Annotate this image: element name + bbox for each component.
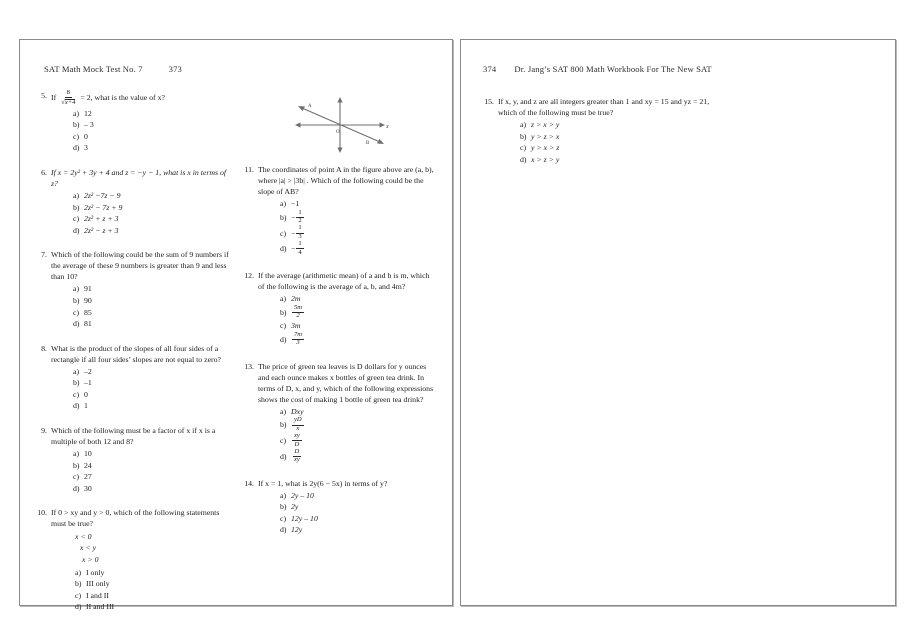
choice-letter: b) — [73, 202, 80, 212]
fraction-denominator: 2 — [298, 217, 302, 225]
choice-letter: d) — [280, 525, 287, 535]
choice-a[interactable] — [280, 490, 436, 501]
choice-value — [291, 449, 303, 464]
choice-value: 24 — [84, 460, 92, 470]
choice-value: II and III — [86, 602, 115, 612]
page-right-header-number: 374 — [483, 64, 497, 74]
statement-1: x < 0 — [75, 531, 92, 541]
choice-value: 3m — [291, 321, 301, 331]
choice-letter: c) — [520, 143, 527, 153]
choice-b[interactable] — [280, 210, 436, 225]
fraction-8-over-sqrt — [59, 90, 77, 107]
choice-letter: b) — [75, 579, 82, 589]
choice-b[interactable] — [280, 417, 436, 432]
figure-coordinate-plane — [243, 94, 436, 156]
choice-a[interactable] — [73, 448, 229, 459]
choice-value: I only — [86, 567, 105, 577]
question-15-number: 15. — [484, 97, 494, 106]
fraction-numerator: 5m — [292, 305, 304, 313]
page-right-content — [461, 74, 813, 165]
choice-letter: a) — [73, 366, 80, 376]
fraction-sign: − — [291, 212, 296, 222]
choice-letter: c) — [280, 513, 287, 523]
question-13-number: 13. — [244, 361, 254, 371]
fraction — [296, 210, 303, 225]
question-14 — [243, 478, 436, 536]
choice-value — [291, 241, 305, 256]
question-13-text: The price of green tea leaves is D dollars for y ounces and each ounce makes x bottles of green tea drink. In terms of D, x, and y, which of the following expressions shows the cost of making 1 bottle of green tea drink? — [258, 361, 434, 404]
question-10-choices — [51, 567, 229, 613]
choice-letter: a) — [75, 567, 82, 577]
question-7-choices — [51, 283, 229, 329]
choice-value: 0 — [84, 389, 88, 399]
choice-letter: b) — [73, 120, 80, 130]
page-right-header-title: Dr. Jang’s SAT 800 Math Workbook For The New SAT — [514, 64, 712, 74]
choice-value: 10 — [84, 449, 92, 459]
question-5-choices — [51, 108, 229, 154]
fraction-numerator: 1 — [296, 225, 303, 233]
choice-letter: b) — [280, 502, 287, 512]
statement-2: x < y — [80, 543, 97, 553]
choice-letter: c) — [73, 131, 80, 141]
choice-value: 2z² −7z − 9 — [84, 190, 121, 200]
choice-value: x > z > y — [531, 154, 560, 164]
fraction-denominator: D — [294, 440, 300, 448]
choice-a[interactable] — [280, 198, 436, 209]
question-14-choices — [258, 490, 436, 536]
choice-letter: b) — [73, 378, 80, 388]
fraction-denominator: 3 — [298, 233, 302, 241]
choice-letter: d) — [75, 602, 82, 612]
choice-letter: b) — [280, 212, 287, 222]
choice-d[interactable] — [73, 400, 229, 411]
question-15 — [483, 96, 713, 165]
choice-value: −1 — [291, 199, 300, 209]
choice-value: –1 — [84, 378, 92, 388]
fraction-numerator: 1 — [296, 241, 303, 249]
choice-letter: d) — [280, 244, 287, 254]
question-10 — [36, 507, 229, 612]
choice-letter: d) — [520, 154, 527, 164]
choice-value: 85 — [84, 307, 92, 317]
question-14-text: If x = 1, what is 2y(6 − 5x) in terms of y? — [258, 478, 388, 488]
choice-value: I and II — [86, 590, 109, 600]
question-8-text: What is the product of the slopes of all four sides of a rectangle if all four sides’ slopes are not equal to zero? — [51, 343, 222, 364]
choice-a[interactable] — [280, 406, 436, 417]
choice-letter: a) — [280, 199, 287, 209]
choice-value — [291, 433, 303, 448]
question-10-number: 10. — [37, 508, 47, 518]
question-7-text: Which of the following could be the sum of 9 numbers if the average of these 9 numbers is greater than 9 and less than 10? — [51, 250, 229, 282]
choice-value: III only — [86, 579, 110, 589]
fraction-numerator: 7m — [292, 332, 304, 340]
choice-c[interactable] — [520, 142, 713, 153]
choice-d[interactable] — [73, 142, 229, 153]
fraction — [292, 332, 304, 347]
choice-b[interactable] — [73, 202, 229, 213]
choice-value: 12 — [84, 108, 92, 118]
choice-c[interactable] — [73, 389, 229, 400]
x-axis-arrow-left — [295, 122, 301, 127]
choice-letter: d) — [73, 483, 80, 493]
choice-letter: a) — [280, 294, 287, 304]
question-5-text-pre: If — [51, 93, 59, 103]
choice-value: 3 — [84, 143, 88, 153]
choice-value — [291, 210, 305, 225]
choice-value: –2 — [84, 366, 92, 376]
question-9-choices — [51, 448, 229, 494]
choice-value: 91 — [84, 284, 92, 294]
question-10-statements — [51, 531, 229, 566]
question-11-choices — [258, 198, 436, 256]
choice-b[interactable] — [520, 131, 713, 142]
fraction — [296, 225, 303, 240]
choice-letter: c) — [280, 321, 287, 331]
question-13-choices — [258, 406, 436, 464]
page-left-column-1 — [36, 90, 229, 626]
choice-letter: b) — [280, 420, 287, 430]
choice-letter: a) — [280, 490, 287, 500]
choice-b[interactable] — [73, 119, 229, 130]
choice-letter: d) — [73, 319, 80, 329]
choice-letter: a) — [73, 284, 80, 294]
choice-value: 1 — [84, 401, 88, 411]
question-5 — [36, 90, 229, 154]
choice-c[interactable] — [280, 320, 436, 331]
choice-letter: a) — [280, 406, 287, 416]
question-11-number: 11. — [244, 165, 254, 174]
page-left — [19, 39, 453, 612]
fraction — [292, 433, 302, 448]
question-5-text-post: = 2, what is the value of x? — [78, 93, 165, 103]
question-14-number: 14. — [244, 478, 254, 488]
choice-value: y > z > x — [531, 131, 560, 141]
sqrt-radicand: x+4 — [64, 99, 76, 106]
page-left-header-number: 373 — [168, 64, 182, 74]
choice-d[interactable] — [280, 332, 436, 347]
choice-value: 2z² + z + 3 — [84, 214, 119, 224]
choice-b[interactable] — [280, 501, 436, 512]
fraction-denominator: 2 — [296, 312, 300, 320]
question-7 — [36, 249, 229, 329]
fraction — [296, 241, 303, 256]
choice-c[interactable] — [73, 213, 229, 224]
page-right — [460, 39, 896, 606]
fraction-denominator: 3 — [296, 339, 300, 347]
y-axis-arrow-down — [337, 148, 342, 154]
fraction — [292, 449, 302, 464]
choice-value: y > x > z — [531, 143, 560, 153]
fraction-denominator: 4 — [298, 248, 302, 256]
choice-b[interactable] — [73, 460, 229, 471]
choice-a[interactable] — [75, 567, 229, 578]
choice-letter: c) — [73, 389, 80, 399]
question-9 — [36, 425, 229, 494]
choice-c[interactable] — [73, 131, 229, 142]
choice-letter: c) — [75, 590, 82, 600]
sqrt-symbol: √ — [61, 99, 65, 106]
question-13 — [243, 361, 436, 465]
statement-3: x > 0 — [82, 554, 99, 564]
fraction-numerator: 8 — [65, 90, 72, 98]
choice-d[interactable] — [280, 449, 436, 464]
question-15-text: If x, y, and z are all integers greater than 1 and xy = 15 and yz = 21, which of the following must be true? — [498, 97, 710, 118]
choice-value — [291, 332, 305, 347]
question-12-number: 12. — [244, 270, 254, 280]
question-11 — [243, 164, 436, 257]
question-12-choices — [258, 293, 436, 347]
choice-c[interactable] — [73, 471, 229, 482]
choice-letter: d) — [73, 143, 80, 153]
figure-label-origin: O — [335, 130, 340, 135]
choice-value: 27 — [84, 472, 92, 482]
question-6-text: If x = 2y² + 3y + 4 and z = −y − 1, what is x in terms of z? — [51, 167, 227, 188]
choice-letter: c) — [73, 472, 80, 482]
question-12 — [243, 270, 436, 348]
choice-letter: b) — [73, 460, 80, 470]
y-axis-arrow-up — [337, 97, 342, 103]
page-left-header-title: SAT Math Mock Test No. 7 — [44, 64, 143, 74]
x-axis-arrow-right — [379, 122, 385, 127]
choice-value: 12y — [291, 525, 303, 535]
choice-letter: c) — [73, 214, 80, 224]
choice-value: 2z² − 7z + 9 — [84, 202, 123, 212]
choice-value: 12y – 10 — [291, 513, 318, 523]
choice-letter: d) — [73, 401, 80, 411]
page-left-columns — [20, 74, 452, 626]
choice-letter: a) — [73, 449, 80, 459]
choice-value: 90 — [84, 295, 92, 305]
choice-b[interactable] — [75, 578, 229, 589]
fraction-sign: − — [291, 244, 296, 254]
fraction-numerator: yD — [292, 417, 304, 425]
question-12-text: If the average (arithmetic mean) of a and b is m, which of the following is the average of a, b, and 4m? — [258, 270, 430, 291]
fraction-numerator: D — [293, 449, 302, 457]
choice-value: 81 — [84, 319, 92, 329]
choice-value: z > x > y — [531, 120, 560, 130]
choice-a[interactable] — [73, 108, 229, 119]
choice-b[interactable] — [73, 377, 229, 388]
choice-d[interactable] — [73, 483, 229, 494]
choice-c[interactable] — [280, 433, 436, 448]
question-8-choices — [51, 366, 229, 412]
choice-value: 30 — [84, 483, 92, 493]
figure-label-x: x — [385, 124, 389, 130]
question-8-number: 8. — [41, 343, 47, 353]
choice-value — [291, 417, 305, 432]
fraction-sign: − — [291, 228, 296, 238]
fraction-denominator — [59, 98, 77, 107]
choice-b[interactable] — [73, 295, 229, 306]
figure-label-B: B — [365, 141, 369, 146]
question-10-text: If 0 > xy and y > 0, which of the following statements must be true? — [51, 508, 220, 529]
fraction — [292, 417, 304, 432]
choice-value: 2z² − z + 3 — [84, 225, 119, 235]
question-5-number: 5. — [41, 91, 47, 100]
choice-letter: b) — [520, 131, 527, 141]
choice-value: Dxy — [291, 406, 304, 416]
question-11-text: The coordinates of point A in the figure above are (a, b), where |a| > |3b| . Which of the following could be the slope of AB? — [258, 165, 434, 197]
choice-letter: a) — [73, 108, 80, 118]
choice-c[interactable] — [280, 225, 436, 240]
choice-letter: b) — [280, 307, 287, 317]
choice-letter: a) — [73, 190, 80, 200]
question-6-number: 6. — [41, 167, 47, 177]
fraction-denominator: x — [296, 425, 300, 433]
choice-letter: c) — [280, 228, 287, 238]
choice-letter: d) — [280, 451, 287, 461]
choice-c[interactable] — [280, 513, 436, 524]
choice-letter: d) — [280, 334, 287, 344]
question-15-choices — [498, 119, 713, 165]
figure-label-A: A — [307, 104, 312, 109]
choice-value: 0 — [84, 131, 88, 141]
choice-b[interactable] — [280, 305, 436, 320]
coordinate-plane-svg — [284, 94, 396, 156]
choice-a[interactable] — [520, 119, 713, 130]
fraction-denominator: xy — [294, 456, 300, 464]
question-9-number: 9. — [41, 426, 47, 436]
question-7-number: 7. — [41, 250, 47, 260]
choice-value: 2m — [291, 294, 301, 304]
fraction — [292, 305, 304, 320]
page-right-header — [461, 40, 895, 74]
choice-value: 2y — [291, 502, 299, 512]
choice-a[interactable] — [73, 366, 229, 377]
question-5-text — [51, 90, 229, 107]
question-8 — [36, 343, 229, 412]
choice-value: – 3 — [84, 120, 94, 130]
page-left-column-2 — [243, 90, 436, 626]
choice-letter: c) — [280, 436, 287, 446]
page-left-header — [20, 40, 452, 74]
choice-letter: a) — [520, 120, 527, 130]
question-6-choices — [51, 190, 229, 236]
choice-d[interactable] — [280, 241, 436, 256]
question-9-text: Which of the following must be a factor of x if x is a multiple of both 12 and 8? — [51, 426, 216, 447]
choice-a[interactable] — [73, 283, 229, 294]
choice-a[interactable] — [73, 190, 229, 201]
choice-d[interactable] — [520, 154, 713, 165]
choice-d[interactable] — [280, 524, 436, 535]
choice-value: 2y – 10 — [291, 490, 314, 500]
choice-value — [291, 225, 305, 240]
choice-letter: c) — [73, 307, 80, 317]
choice-a[interactable] — [280, 293, 436, 304]
fraction-numerator: 1 — [296, 210, 303, 218]
fraction-numerator: xy — [292, 433, 302, 441]
choice-value — [291, 305, 305, 320]
choice-d[interactable] — [73, 225, 229, 236]
choice-c[interactable] — [75, 590, 229, 601]
choice-d[interactable] — [75, 601, 229, 612]
question-6 — [36, 167, 229, 236]
choice-letter: d) — [73, 225, 80, 235]
choice-letter: b) — [73, 295, 80, 305]
choice-c[interactable] — [73, 307, 229, 318]
choice-d[interactable] — [73, 318, 229, 329]
